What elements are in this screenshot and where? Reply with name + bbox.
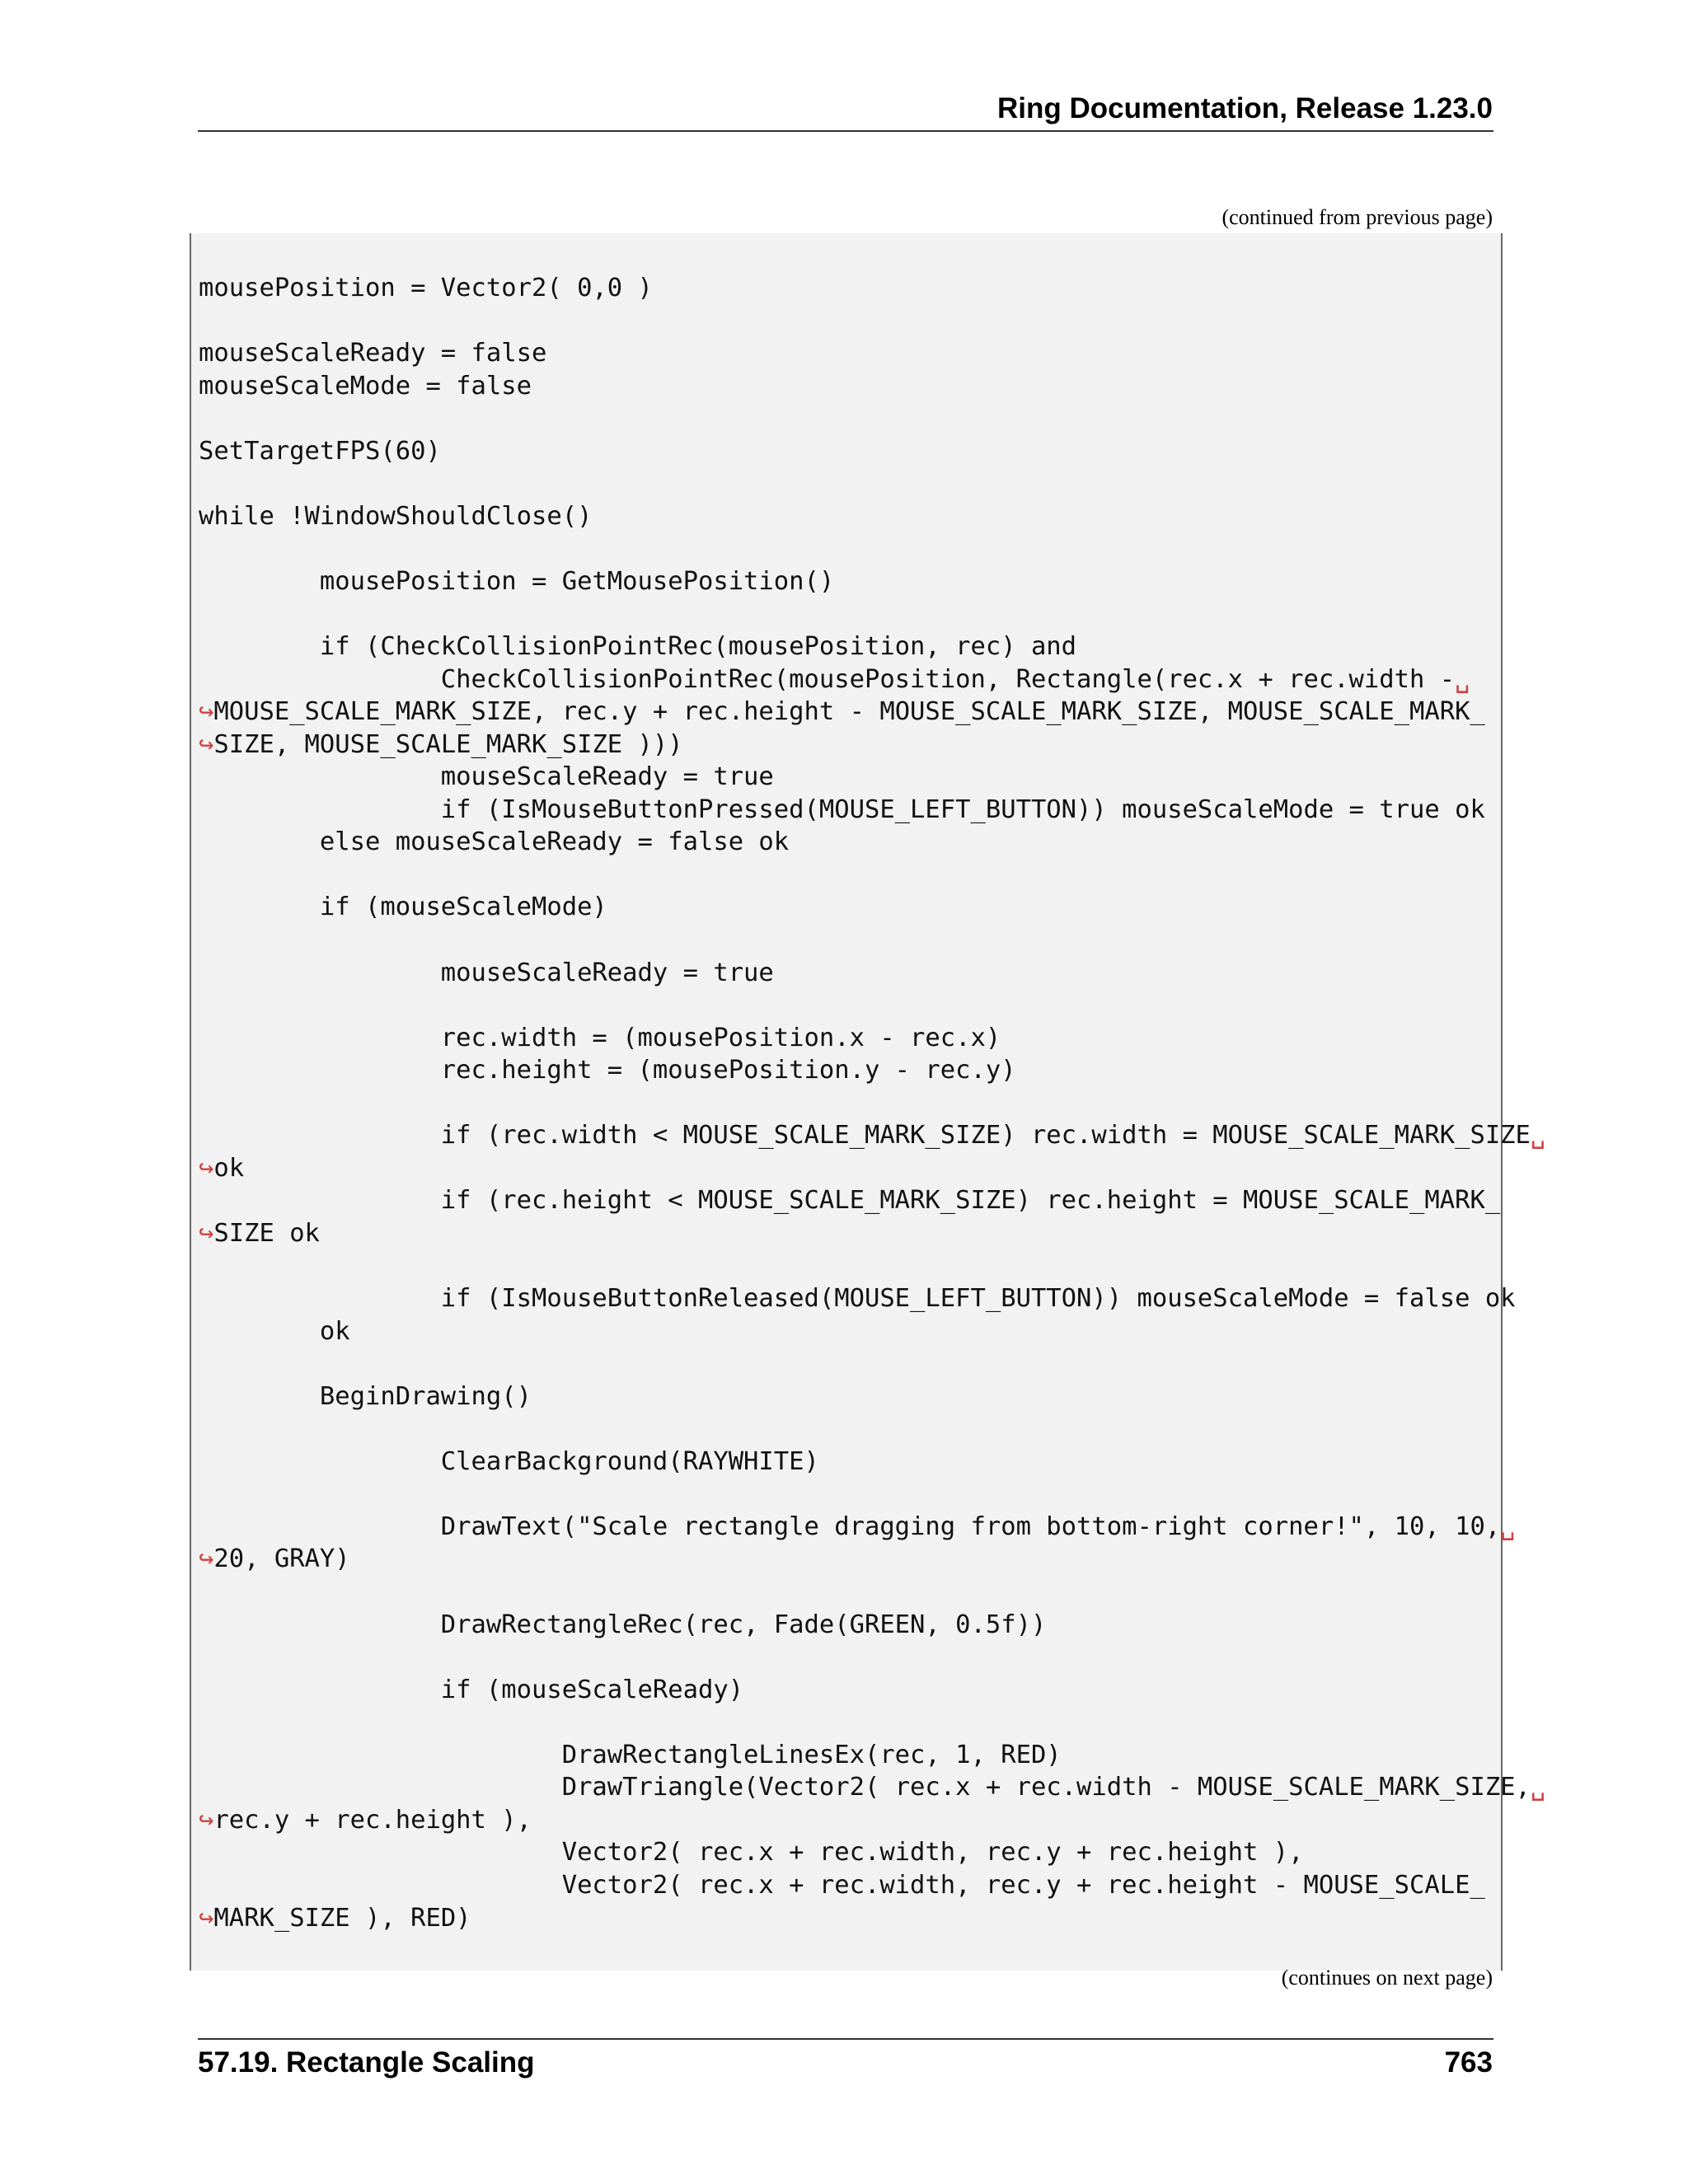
- code-line: ↪ok: [199, 1153, 245, 1183]
- code-line: Vector2( rec.x + rec.width, rec.y + rec.height - MOUSE_SCALE_: [199, 1870, 1485, 1900]
- code-block: [190, 233, 1503, 1971]
- line-continuation-icon: ↪: [199, 729, 214, 759]
- continues-on-note: (continues on next page): [1281, 1966, 1493, 1990]
- code-line: mouseScaleReady = true: [199, 762, 774, 792]
- code-line: ↪SIZE, MOUSE_SCALE_MARK_SIZE ))): [199, 729, 683, 759]
- code-line: ↪MARK_SIZE ), RED): [199, 1903, 471, 1933]
- line-continuation-icon: ↪: [199, 1903, 214, 1933]
- line-continuation-icon: ↪: [199, 1805, 214, 1835]
- line-wrap-icon: ␣: [1530, 1121, 1546, 1151]
- code-line: if (CheckCollisionPointRec(mousePosition, rec) and: [199, 632, 1077, 662]
- code-line: if (rec.width < MOUSE_SCALE_MARK_SIZE) rec.width = MOUSE_SCALE_MARK_SIZE␣: [199, 1121, 1546, 1151]
- code-line: mouseScaleReady = false: [199, 339, 547, 368]
- code-line: DrawTriangle(Vector2( rec.x + rec.width - MOUSE_SCALE_MARK_SIZE,␣: [199, 1773, 1546, 1802]
- code-line: Vector2( rec.x + rec.width, rec.y + rec.height ),: [199, 1838, 1304, 1868]
- code-line: CheckCollisionPointRec(mousePosition, Rectangle(rec.x + rec.width -␣: [199, 664, 1470, 694]
- code-line: ↪20, GRAY): [199, 1544, 350, 1574]
- code-line: if (IsMouseButtonReleased(MOUSE_LEFT_BUTTON)) mouseScaleMode = false ok: [199, 1284, 1516, 1314]
- code-line: DrawRectangleLinesEx(rec, 1, RED): [199, 1740, 1062, 1769]
- code-line: else mouseScaleReady = false ok: [199, 827, 790, 857]
- line-wrap-icon: ␣: [1530, 1773, 1546, 1802]
- footer-section-title: 57.19. Rectangle Scaling: [198, 2046, 535, 2079]
- code-line: while !WindowShouldClose(): [199, 501, 593, 531]
- code-line: ↪MOUSE_SCALE_MARK_SIZE, rec.y + rec.height - MOUSE_SCALE_MARK_SIZE, MOUSE_SCALE_MARK_: [199, 697, 1485, 727]
- code-line: ↪rec.y + rec.height ),: [199, 1805, 532, 1835]
- code-line: rec.height = (mousePosition.y - rec.y): [199, 1056, 1016, 1085]
- header-divider: [198, 130, 1493, 132]
- code-line: mouseScaleMode = false: [199, 371, 532, 401]
- page-number: 763: [1444, 2046, 1493, 2079]
- line-continuation-icon: ↪: [199, 1544, 214, 1574]
- line-continuation-icon: ↪: [199, 697, 214, 727]
- footer-divider: [198, 2038, 1493, 2040]
- line-wrap-icon: ␣: [1455, 664, 1470, 694]
- code-line: ClearBackground(RAYWHITE): [199, 1446, 819, 1476]
- code-line: rec.width = (mousePosition.x - rec.x): [199, 1023, 1001, 1052]
- code-line: DrawRectangleRec(rec, Fade(GREEN, 0.5f)): [199, 1610, 1047, 1639]
- code-line: SetTargetFPS(60): [199, 436, 441, 466]
- code-line: mouseScaleReady = true: [199, 958, 774, 987]
- line-continuation-icon: ↪: [199, 1153, 214, 1183]
- code-line: mousePosition = GetMousePosition(): [199, 566, 835, 596]
- code-line: if (rec.height < MOUSE_SCALE_MARK_SIZE) rec.height = MOUSE_SCALE_MARK_: [199, 1186, 1501, 1216]
- code-line: DrawText("Scale rectangle dragging from bottom-right corner!", 10, 10,␣: [199, 1511, 1516, 1541]
- code-line: ok: [199, 1316, 350, 1346]
- code-line: if (IsMouseButtonPressed(MOUSE_LEFT_BUTTON)) mouseScaleMode = true ok: [199, 794, 1485, 824]
- line-wrap-icon: ␣: [1500, 1511, 1516, 1541]
- running-header-title: Ring Documentation, Release 1.23.0: [996, 92, 1493, 124]
- line-continuation-icon: ↪: [199, 1218, 214, 1248]
- code-line: ↪SIZE ok: [199, 1218, 320, 1248]
- continued-from-note: (continued from previous page): [1221, 205, 1493, 229]
- code-line: if (mouseScaleReady): [199, 1675, 744, 1704]
- code-line: mousePosition = Vector2( 0,0 ): [199, 274, 653, 302]
- code-line: BeginDrawing(): [199, 1381, 532, 1411]
- code-line: if (mouseScaleMode): [199, 893, 607, 922]
